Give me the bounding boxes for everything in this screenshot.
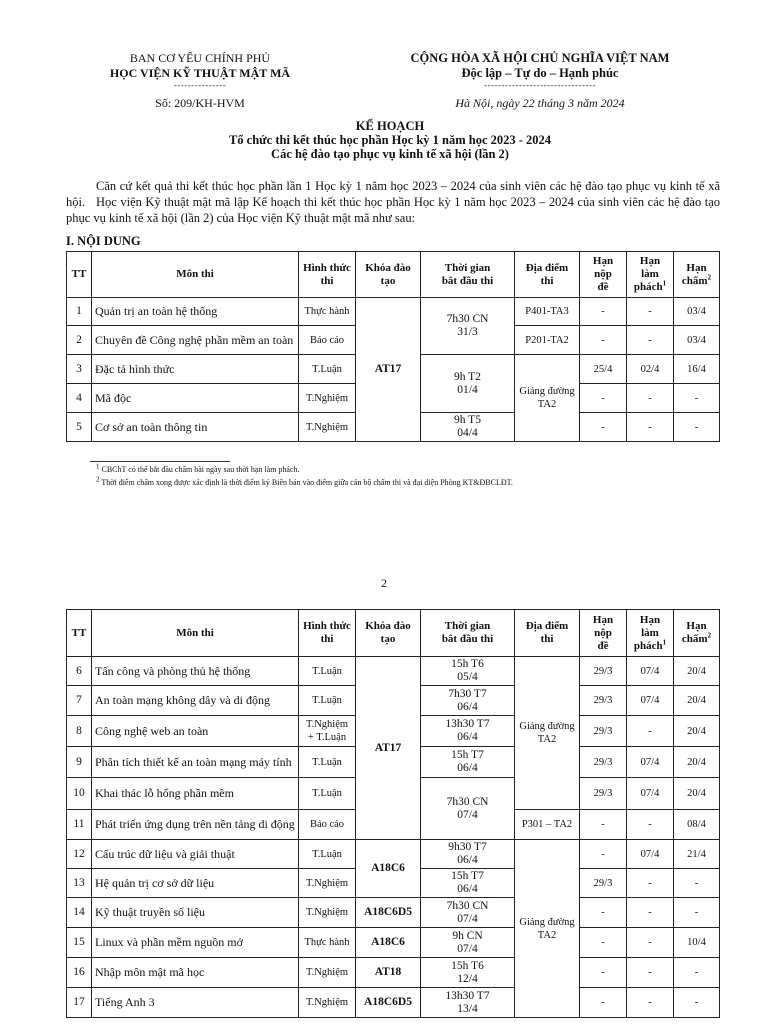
footnote-separator <box>90 461 230 462</box>
cell-code: 07/4 <box>627 747 674 778</box>
table-row <box>67 840 720 869</box>
table-row <box>67 928 720 958</box>
cell-tt: 1 <box>67 298 92 326</box>
cell-tt: 11 <box>67 810 92 840</box>
cell-code: - <box>627 413 674 442</box>
cell-course: AT18 <box>356 958 421 988</box>
cell-course: A18C6 <box>356 840 421 898</box>
col-subject: Môn thi <box>92 252 299 298</box>
col-course: Khóa đào tạo <box>356 252 421 298</box>
cell-tt: 14 <box>67 898 92 928</box>
cell-time: 15h T6 05/4 <box>421 657 515 686</box>
issuing-organization <box>60 51 340 89</box>
cell-grade: - <box>674 988 720 1018</box>
cell-submit: 29/3 <box>580 778 627 810</box>
col-submit-deadline: Hạn nộp đề <box>580 610 627 657</box>
cell-code: 07/4 <box>627 686 674 716</box>
cell-form: T.Nghiệm <box>299 384 356 413</box>
table-header-row <box>67 610 720 657</box>
cell-tt: 2 <box>67 326 92 355</box>
table-row <box>67 988 720 1018</box>
title-line-3: Các hệ đào tạo phục vụ kinh tế xã hội (lần 2) <box>271 147 509 161</box>
footnote-2: $^2$ Thời điểm chấm xong được xác định là thời điểm ký Biên bản vào điểm giữa cán bộ chấm thi và đại diện Phòng KT&ĐBCLĐT. <box>96 475 513 487</box>
cell-tt: 3 <box>67 355 92 384</box>
col-place: Địa điểm thi <box>515 610 580 657</box>
cell-subject: Công nghệ web an toàn <box>92 716 299 747</box>
cell-code: - <box>627 298 674 326</box>
cell-subject: Khai thác lỗ hổng phần mềm <box>92 778 299 810</box>
cell-submit: - <box>580 384 627 413</box>
cell-place: P201-TA2 <box>515 326 580 355</box>
cell-tt: 15 <box>67 928 92 958</box>
cell-time: 9h CN 07/4 <box>421 928 515 958</box>
exam-schedule-table-1 <box>66 251 720 442</box>
document-number: Số: 209/KH-HVM <box>155 96 245 110</box>
cell-course: A18C6D5 <box>356 898 421 928</box>
cell-code: - <box>627 928 674 958</box>
cell-tt: 9 <box>67 747 92 778</box>
cell-form: T.Nghiệm <box>299 898 356 928</box>
cell-form: T.Nghiệm <box>299 958 356 988</box>
cell-subject: Hệ quản trị cơ sở dữ liệu <box>92 869 299 898</box>
cell-grade: - <box>674 869 720 898</box>
cell-time: 7h30 CN 07/4 <box>421 898 515 928</box>
cell-place: Giảng đường TA2 <box>515 355 580 442</box>
document-title <box>60 119 720 161</box>
cell-time: 7h30 CN 31/3 <box>421 298 515 355</box>
cell-submit: - <box>580 840 627 869</box>
footnote-1: $^1$ CBChT có thể bắt đầu chấm bài ngày sau thời hạn làm phách. <box>96 462 300 474</box>
cell-grade: 21/4 <box>674 840 720 869</box>
cell-subject: Phân tích thiết kế an toàn mạng máy tính <box>92 747 299 778</box>
col-tt: TT <box>67 252 92 298</box>
org-line-1: BAN CƠ YẾU CHÍNH PHỦ <box>129 51 271 65</box>
cell-grade: 08/4 <box>674 810 720 840</box>
cell-time: 13h30 T7 06/4 <box>421 716 515 747</box>
cell-grade: 20/4 <box>674 778 720 810</box>
cell-submit: 29/3 <box>580 657 627 686</box>
cell-subject: Linux và phần mềm nguồn mở <box>92 928 299 958</box>
col-place: Địa điểm thi <box>515 252 580 298</box>
cell-code: - <box>627 810 674 840</box>
cell-subject: Tiếng Anh 3 <box>92 988 299 1018</box>
page-number: 2 <box>381 576 387 590</box>
title-line-1: KẾ HOẠCH <box>355 119 425 133</box>
cell-code: - <box>627 958 674 988</box>
cell-time: 15h T6 12/4 <box>421 958 515 988</box>
cell-grade: 20/4 <box>674 747 720 778</box>
cell-code: 07/4 <box>627 657 674 686</box>
cell-subject: Phát triển ứng dụng trên nền tảng di động <box>92 810 299 840</box>
cell-form: T.Luận <box>299 778 356 810</box>
cell-tt: 6 <box>67 657 92 686</box>
cell-place: P401-TA3 <box>515 298 580 326</box>
cell-grade: - <box>674 413 720 442</box>
cell-tt: 7 <box>67 686 92 716</box>
cell-tt: 5 <box>67 413 92 442</box>
cell-subject: Cấu trúc dữ liệu và giải thuật <box>92 840 299 869</box>
cell-place: P301 – TA2 <box>515 810 580 840</box>
document-date: Hà Nội, ngày 22 tháng 3 năm 2024 <box>455 96 625 110</box>
cell-place: Giảng đường TA2 <box>515 840 580 1018</box>
cell-form: Báo cáo <box>299 326 356 355</box>
cell-time: 7h30 T7 06/4 <box>421 686 515 716</box>
cell-subject: An toàn mạng không dây và di động <box>92 686 299 716</box>
cell-submit: 29/3 <box>580 716 627 747</box>
title-line-2: Tổ chức thi kết thúc học phần Học kỳ 1 năm học 2023 - 2024 <box>228 133 552 147</box>
cell-grade: 10/4 <box>674 928 720 958</box>
nation-line-1: CỘNG HÒA XÃ HỘI CHỦ NGHĨA VIỆT NAM <box>410 51 670 65</box>
cell-form: T.Luận <box>299 686 356 716</box>
cell-form: T.Nghiệm <box>299 869 356 898</box>
cell-course: A18C6D5 <box>356 988 421 1018</box>
col-subject: Môn thi <box>92 610 299 657</box>
cell-time: 7h30 CN 07/4 <box>421 778 515 840</box>
cell-submit: 29/3 <box>580 747 627 778</box>
col-time: Thời gian bắt đầu thi <box>421 252 515 298</box>
cell-time: 13h30 T7 13/4 <box>421 988 515 1018</box>
cell-subject: Kỹ thuật truyền số liệu <box>92 898 299 928</box>
cell-submit: - <box>580 413 627 442</box>
cell-grade: 20/4 <box>674 686 720 716</box>
col-code-deadline: Hạn làm phách$^1$ <box>627 252 674 298</box>
cell-form: Thực hành <box>299 298 356 326</box>
col-grade-deadline: Hạn chấm$^2$ <box>674 252 720 298</box>
cell-time: 15h T7 06/4 <box>421 747 515 778</box>
table-row <box>67 958 720 988</box>
col-course: Khóa đào tạo <box>356 610 421 657</box>
cell-form: T.Nghiệm <box>299 988 356 1018</box>
cell-grade: - <box>674 898 720 928</box>
cell-submit: 25/4 <box>580 355 627 384</box>
cell-grade: 20/4 <box>674 716 720 747</box>
cell-submit: 29/3 <box>580 686 627 716</box>
cell-tt: 10 <box>67 778 92 810</box>
section-title: I. NỘI DUNG <box>66 234 141 248</box>
table-row <box>67 898 720 928</box>
cell-tt: 17 <box>67 988 92 1018</box>
col-submit-deadline: Hạn nộp đề <box>580 252 627 298</box>
org-line-2: HỌC VIỆN KỸ THUẬT MẬT MÃ <box>109 66 291 80</box>
table-header-row <box>67 252 720 298</box>
nation-line-2: Độc lập – Tự do – Hạnh phúc <box>461 66 619 80</box>
cell-form: T.Luận <box>299 840 356 869</box>
cell-grade: - <box>674 958 720 988</box>
exam-schedule-table-2 <box>66 609 720 1018</box>
cell-code: 02/4 <box>627 355 674 384</box>
cell-submit: - <box>580 326 627 355</box>
cell-tt: 12 <box>67 840 92 869</box>
cell-submit: - <box>580 898 627 928</box>
cell-submit: - <box>580 298 627 326</box>
cell-tt: 16 <box>67 958 92 988</box>
col-grade-deadline: Hạn chấm$^2$ <box>674 610 720 657</box>
cell-code: - <box>627 384 674 413</box>
cell-course: A18C6 <box>356 928 421 958</box>
table-row <box>67 298 720 326</box>
cell-code: - <box>627 869 674 898</box>
cell-code: - <box>627 898 674 928</box>
cell-subject: Quản trị an toàn hệ thống <box>92 298 299 326</box>
cell-grade: 16/4 <box>674 355 720 384</box>
cell-form: Báo cáo <box>299 810 356 840</box>
cell-code: - <box>627 326 674 355</box>
cell-tt: 4 <box>67 384 92 413</box>
cell-grade: - <box>674 384 720 413</box>
cell-form: T.Luận <box>299 747 356 778</box>
nation-dash-line: -------------------------------- <box>484 80 596 90</box>
col-time: Thời gian bắt đầu thi <box>421 610 515 657</box>
cell-subject: Mã độc <box>92 384 299 413</box>
cell-form: T.Nghiệm <box>299 413 356 442</box>
cell-submit: - <box>580 988 627 1018</box>
cell-submit: - <box>580 928 627 958</box>
cell-code: - <box>627 716 674 747</box>
cell-place: Giảng đường TA2 <box>515 657 580 810</box>
intro-paragraph-1: Căn cứ kết quả thi kết thúc học phần lần 1 Học kỳ 1 năm học 2023 – 2024 của sinh viên các hệ đào tạo phục vụ kinh tế xã hội. <box>66 179 720 209</box>
cell-grade: 03/4 <box>674 326 720 355</box>
cell-subject: Tấn công và phòng thủ hệ thống <box>92 657 299 686</box>
cell-form: T.Luận <box>299 355 356 384</box>
cell-submit: - <box>580 810 627 840</box>
cell-code: 07/4 <box>627 840 674 869</box>
cell-code: 07/4 <box>627 778 674 810</box>
cell-time: 9h T2 01/4 <box>421 355 515 413</box>
cell-submit: - <box>580 958 627 988</box>
col-form: Hình thức thi <box>299 252 356 298</box>
cell-subject: Cơ sở an toàn thông tin <box>92 413 299 442</box>
cell-tt: 13 <box>67 869 92 898</box>
cell-time: 9h30 T7 06/4 <box>421 840 515 869</box>
col-tt: TT <box>67 610 92 657</box>
cell-form: T.Luận <box>299 657 356 686</box>
cell-tt: 8 <box>67 716 92 747</box>
cell-grade: 03/4 <box>674 298 720 326</box>
cell-submit: 29/3 <box>580 869 627 898</box>
col-form: Hình thức thi <box>299 610 356 657</box>
cell-code: - <box>627 988 674 1018</box>
cell-form: T.Nghiệm + T.Luận <box>299 716 356 747</box>
cell-time: 15h T7 06/4 <box>421 869 515 898</box>
cell-course: AT17 <box>356 657 421 840</box>
table-row <box>67 657 720 686</box>
cell-subject: Nhập môn mật mã học <box>92 958 299 988</box>
org-dash-line: --------------- <box>173 80 227 90</box>
cell-subject: Chuyên đề Công nghệ phần mềm an toàn <box>92 326 299 355</box>
national-motto <box>360 51 720 89</box>
intro-paragraph-2: Học viện Kỹ thuật mật mã lập Kế hoạch thi kết thúc học phần Học kỳ 1 năm học 2023 – 2024 của sinh viên các hệ đào tạo phục vụ kinh tế xã hội (lần 2) của Học viện Kỹ thuật mật mã như sau: <box>66 195 720 225</box>
cell-grade: 20/4 <box>674 657 720 686</box>
col-code-deadline: Hạn làm phách$^1$ <box>627 610 674 657</box>
cell-time: 9h T5 04/4 <box>421 413 515 442</box>
cell-subject: Đặc tả hình thức <box>92 355 299 384</box>
cell-form: Thực hành <box>299 928 356 958</box>
cell-course: AT17 <box>356 298 421 442</box>
